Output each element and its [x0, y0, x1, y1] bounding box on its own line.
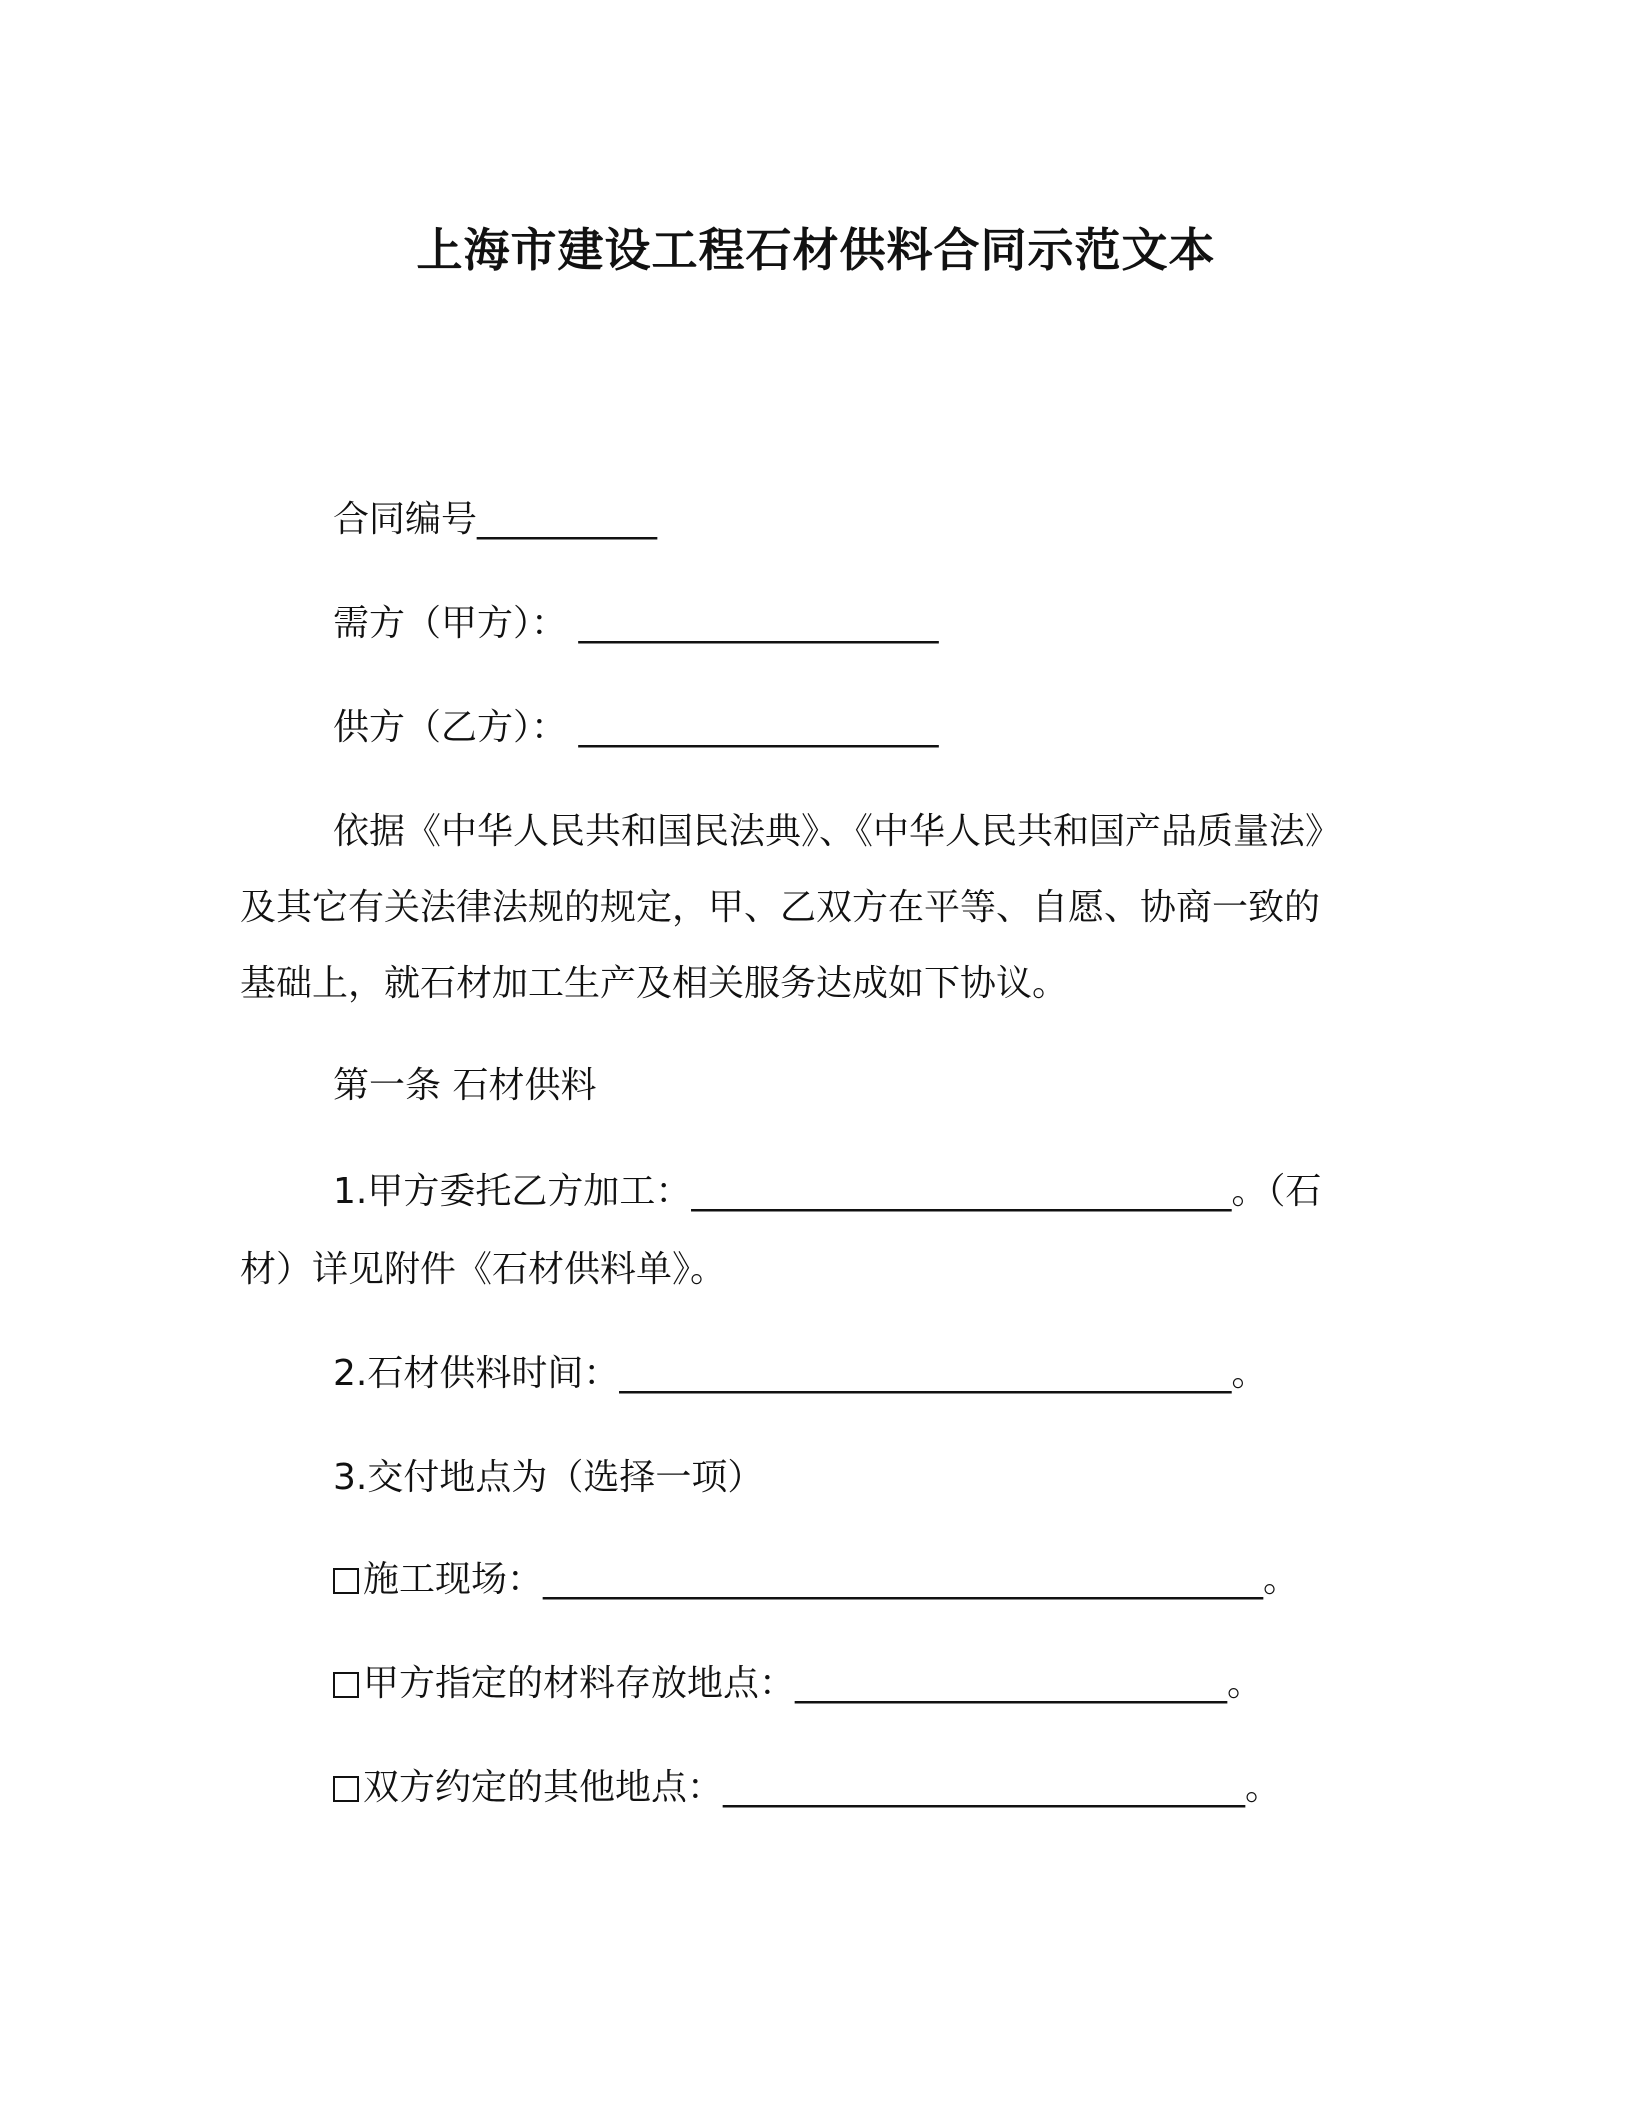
preamble-line: 基础上，就石材加工生产及相关服务达成如下协议。: [240, 963, 1069, 1004]
party-a-line: 需方（甲方）： ____________________: [333, 603, 939, 644]
checkbox[interactable]: [333, 1568, 359, 1594]
option-party-a-storage: [333, 1660, 1263, 1708]
checkbox[interactable]: [333, 1776, 359, 1802]
option-construction-site: [333, 1556, 1299, 1604]
contract-number: 合同编号__________: [333, 499, 658, 540]
item-3-line: 3.交付地点为（选择一项）: [333, 1457, 764, 1498]
preamble-line: 依据《中华人民共和国民法典》、《中华人民共和国产品质量法》: [333, 811, 1342, 852]
item-1-line: 1.甲方委托乙方加工：______________________________。（石: [333, 1171, 1322, 1212]
item-1-line: 材）详见附件《石材供料单》。: [240, 1249, 727, 1290]
preamble-line: 及其它有关法律法规的规定，甲、乙双方在平等、自愿、协商一致的: [240, 887, 1321, 928]
option-label: 甲方指定的材料存放地点：________________________。: [363, 1663, 1264, 1704]
article-1-heading: 第一条 石材供料: [333, 1065, 597, 1106]
checkbox[interactable]: [333, 1672, 359, 1698]
option-label: 双方约定的其他地点：_____________________________。: [363, 1767, 1282, 1808]
option-other-location: [333, 1764, 1281, 1812]
party-b-line: 供方（乙方）： ____________________: [333, 707, 939, 748]
document-title: 上海市建设工程石材供料合同示范文本: [416, 223, 1216, 277]
option-label: 施工现场：________________________________________。: [363, 1559, 1300, 1600]
item-2-line: 2.石材供料时间：__________________________________。: [333, 1353, 1268, 1394]
